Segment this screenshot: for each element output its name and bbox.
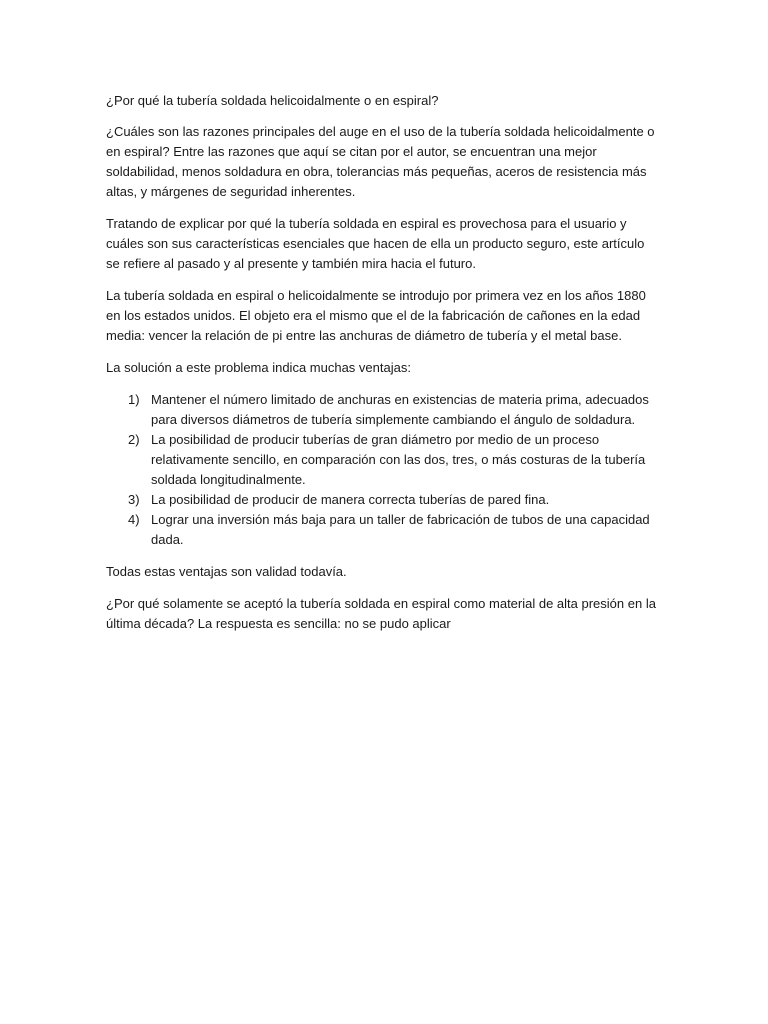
list-item-text: Mantener el número limitado de anchuras en existencias de materia prima, adecuados para diversos diámetros de tubería simplemente cambiando el ángulo de soldadura. [151,392,649,427]
paragraph-reasons: ¿Cuáles son las razones principales del auge en el uso de la tubería soldada helicoidalmente o en espiral? Entre las razones que aquí se citan por el autor, se encuentran una mejor soldabilidad, menos soldadura en obra, tolerancias más pequeñas, aceros de resistencia más altas, y márgenes de seguridad inherentes. [106,124,655,199]
advantages-list [106,390,658,550]
paragraph-history: La tubería soldada en espiral o helicoidalmente se introdujo por primera vez en los años 1880 en los estados unidos. El objeto era el mismo que el de la fabricación de cañones en la edad media: vencer la relación de pi entre las anchuras de diámetro de tubería y el metal base. [106,288,646,343]
list-item-text: Lograr una inversión más baja para un taller de fabricación de tubos de una capacidad dada. [151,512,650,547]
list-item-number: 1) [128,392,140,407]
paragraph-solution-intro: La solución a este problema indica muchas ventajas: [106,360,411,375]
paragraph-purpose: Tratando de explicar por qué la tubería soldada en espiral es provechosa para el usuario y cuáles son sus características esenciales que hacen de ella un producto seguro, este artículo se refiere al pasado y al presente y también mira hacia el futuro. [106,216,645,271]
document-title: ¿Por qué la tubería soldada helicoidalmente o en espiral? [106,93,439,108]
list-item [106,430,658,490]
paragraph-still-valid: Todas estas ventajas son validad todavía. [106,564,347,579]
list-item-number: 4) [128,512,140,527]
list-item-number: 3) [128,492,140,507]
list-item-text: La posibilidad de producir tuberías de gran diámetro por medio de un proceso relativamente sencillo, en comparación con las dos, tres, o más costuras de la tubería soldada longitudinalmente. [151,432,646,487]
list-item [106,490,658,510]
list-item [106,510,658,550]
paragraph-question: ¿Por qué solamente se aceptó la tubería soldada en espiral como material de alta presión en la última década? La respuesta es sencilla: no se pudo aplicar [106,596,656,631]
list-item-text: La posibilidad de producir de manera correcta tuberías de pared fina. [151,492,550,507]
list-item-number: 2) [128,432,140,447]
list-item [106,390,658,430]
